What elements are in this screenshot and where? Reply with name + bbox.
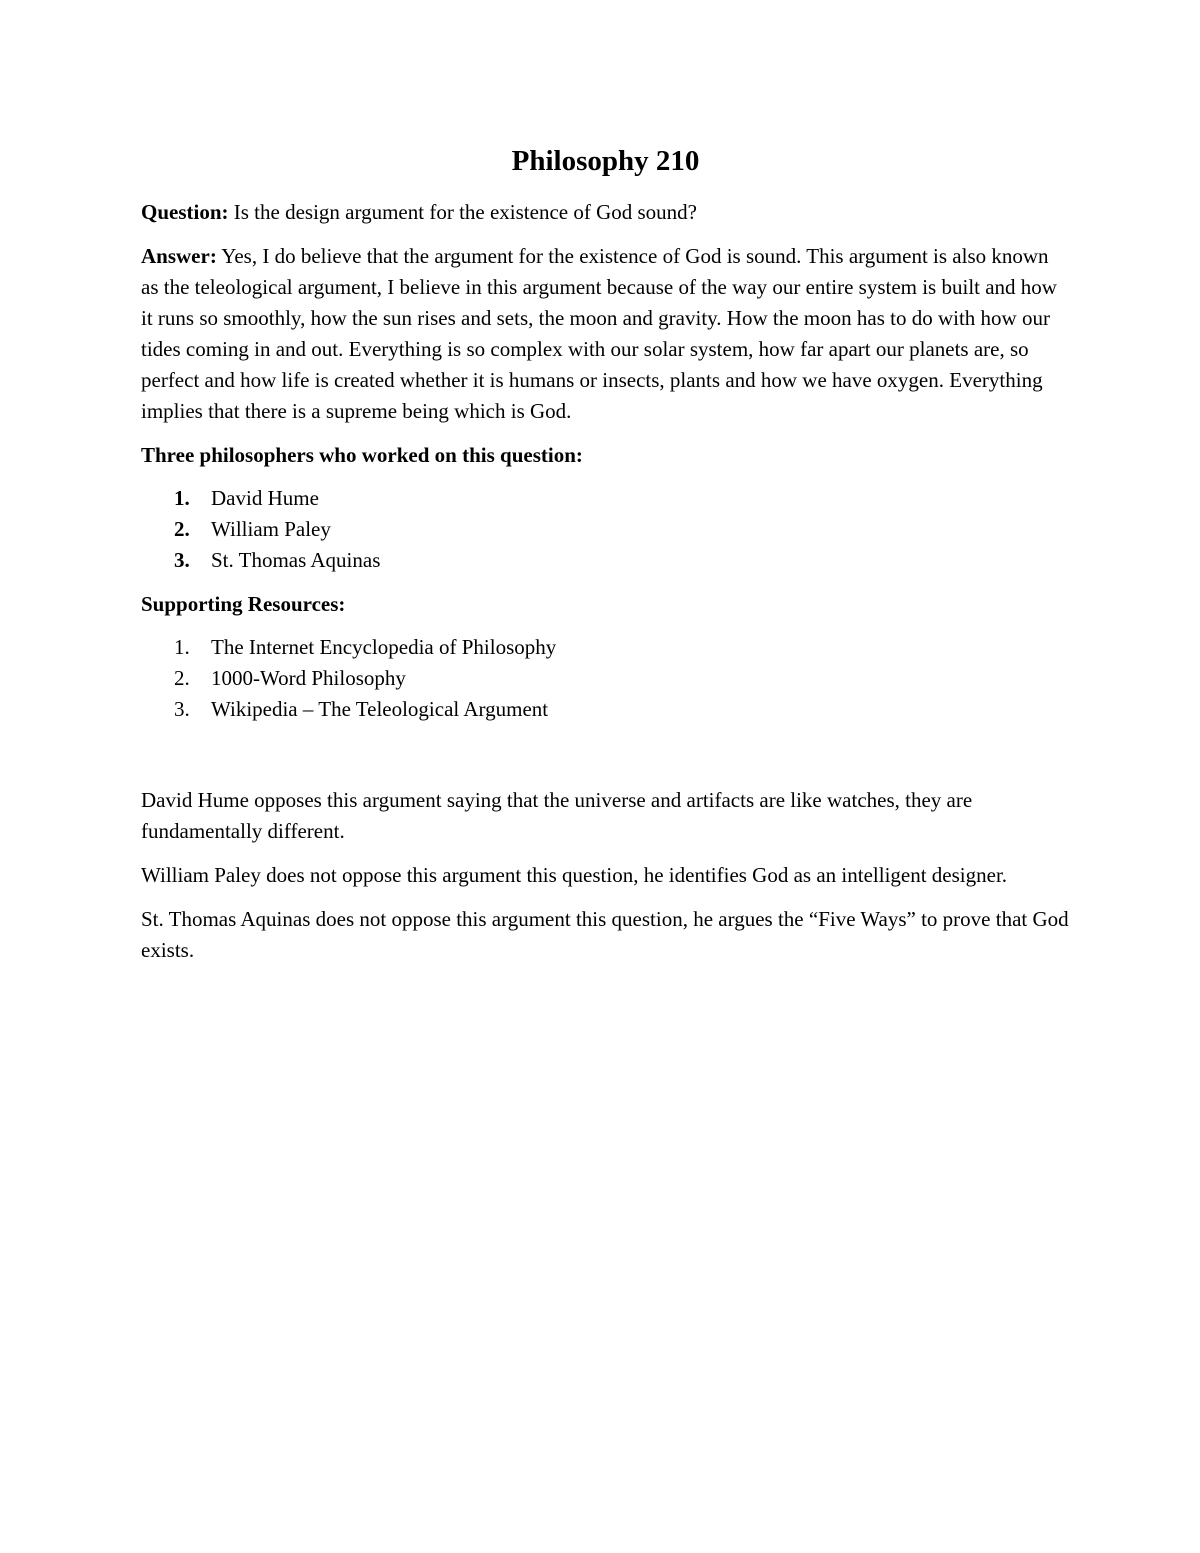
- resource-name: 1000-Word Philosophy: [211, 666, 406, 690]
- philosophers-list: [141, 483, 1070, 576]
- question-paragraph: [141, 197, 1070, 228]
- philosopher-name: St. Thomas Aquinas: [211, 548, 381, 572]
- question-text: Is the design argument for the existence of God sound?: [228, 200, 698, 224]
- document-title: Philosophy 210: [511, 145, 700, 177]
- list-number: 2.: [174, 517, 190, 541]
- list-item: [141, 483, 1070, 514]
- list-number: 2.: [174, 666, 190, 690]
- list-item: [141, 514, 1070, 545]
- answer-label: Answer:: [141, 244, 217, 268]
- list-number: 3.: [174, 548, 190, 572]
- answer-paragraph: [141, 241, 1070, 427]
- question-label: Question:: [141, 200, 229, 224]
- blank-line: [141, 738, 1070, 785]
- philosopher-name: William Paley: [211, 517, 331, 541]
- list-item: [141, 545, 1070, 576]
- philosophers-heading: Three philosophers who worked on this question:: [141, 443, 583, 467]
- paley-paragraph: William Paley does not oppose this argument this question, he identifies God as an intelligent designer.: [141, 863, 1008, 887]
- resources-list: [141, 632, 1070, 725]
- philosopher-name: David Hume: [211, 486, 319, 510]
- list-number: 3.: [174, 697, 190, 721]
- answer-text: Yes, I do believe that the argument for the existence of God is sound. This argument is also known as the teleological argument, I believe in this argument because of the way our entire system is built and how it runs so smoothly, how the sun rises and sets, the moon and gravity. How the moon has to do with how our tides coming in and out. Everything is so complex with our solar system, how far apart our planets are, so perfect and how life is created whether it is humans or insects, plants and how we have oxygen. Everything implies that there is a supreme being which is God.: [141, 244, 1057, 423]
- resource-name: Wikipedia – The Teleological Argument: [211, 697, 549, 721]
- list-item: [141, 632, 1070, 663]
- list-number: 1.: [174, 635, 190, 659]
- list-item: [141, 694, 1070, 725]
- list-number: 1.: [174, 486, 190, 510]
- hume-paragraph: David Hume opposes this argument saying that the universe and artifacts are like watches, they are fundamentally different.: [141, 788, 973, 843]
- resource-name: The Internet Encyclopedia of Philosophy: [211, 635, 557, 659]
- list-item: [141, 663, 1070, 694]
- aquinas-paragraph: St. Thomas Aquinas does not oppose this argument this question, he argues the “Five Ways” to prove that God exists.: [141, 907, 1069, 962]
- resources-heading: Supporting Resources:: [141, 592, 346, 616]
